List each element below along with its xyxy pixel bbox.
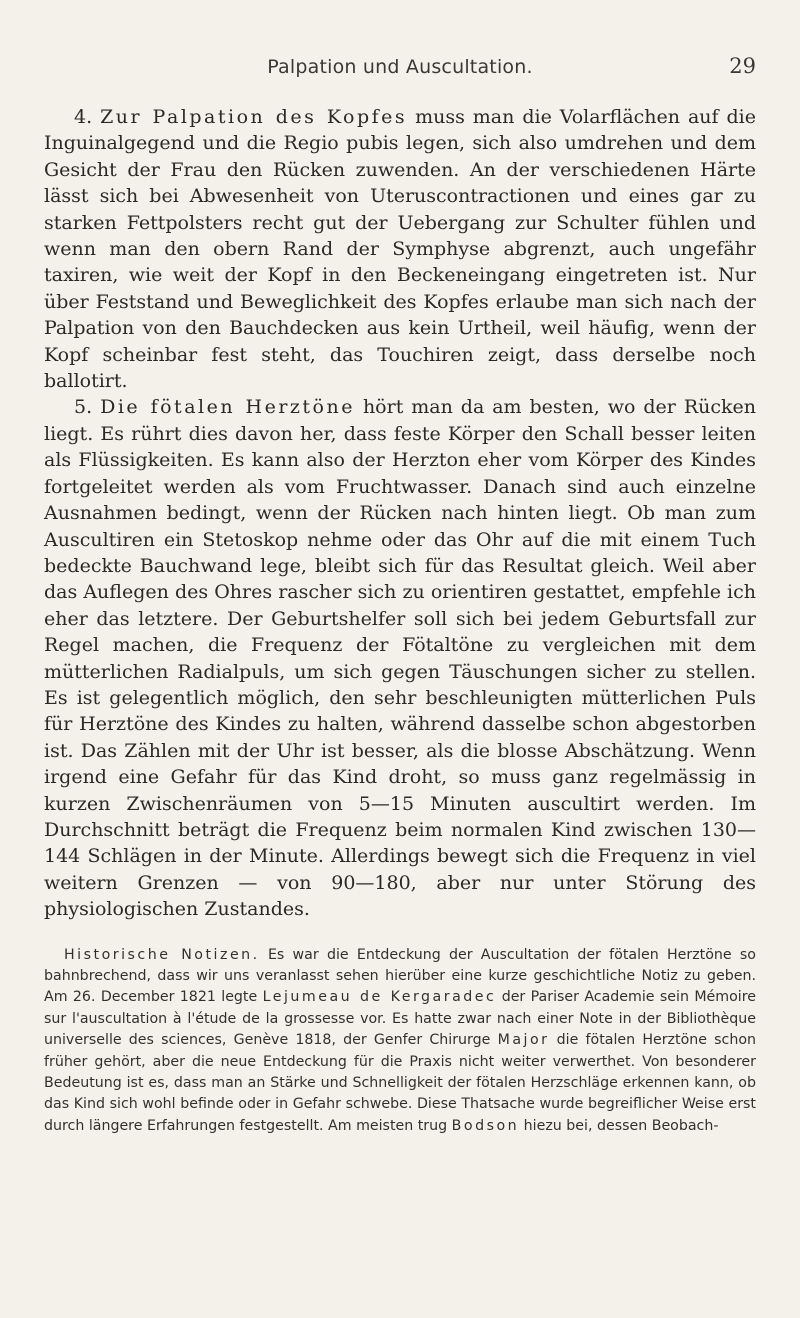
paragraph-4-number: 4.: [74, 106, 93, 128]
notes-paragraph: [44, 945, 756, 1138]
running-title: Palpation und Auscultation.: [267, 56, 533, 78]
paragraph-5-number: 5.: [74, 396, 93, 419]
notes-text-3: die fötalen Herztöne schon früher gehört, aber die neue Entdeckung für die Praxis nicht weiter verwerthet. Von besonderer Bedeutung ist es, dass man an Stärke und Schnelligkeit der fötalen Herzschläge erkennen kann, ob das Kind sich wohl befinde oder in Gefahr schwebe. Diese Thatsache wurde begreiflicher Weise erst durch längere Erfahrungen festgestellt. Am meisten trug: [44, 1032, 757, 1134]
running-header: [44, 40, 756, 78]
notes-name-3: Bodson: [451, 1117, 520, 1134]
notes-text-1: Es war die Entdeckung der Auscultation der fötalen Herztöne so bahnbrechend, dass wir uns veranlasst sehen hierüber eine kurze geschichtliche Notiz zu geben. Am 26. December 1821 legte: [44, 946, 756, 1006]
notes-text-4: hiezu bei, dessen Beobach-: [523, 1117, 719, 1134]
notes-name-2: Major: [497, 1032, 550, 1049]
historical-notes: [44, 945, 756, 1138]
paragraph-5-heading: Die fötalen Herztöne: [100, 396, 355, 419]
paragraph-4-heading: Zur Palpation des Kopfes: [100, 106, 408, 128]
paragraph-4-text: muss man die Volarflächen auf die Inguinalgegend und die Regio pubis legen, sich also umdrehen und dem Gesicht der Frau den Rücken zuwenden. An der verschiedenen Härte lässt sich bei Abwesenheit von Uteruscontractionen und eines gar zu starken Fettpolsters recht gut der Uebergang zur Schulter fühlen und wenn man den obern Rand der Symphyse abgrenzt, auch ungefähr taxiren, wie weit der Kopf in den Beckeneingang eingetreten ist. Nur über Feststand und Beweglichkeit des Kopfes erlaube man sich nach der Palpation von den Bauchdecken aus kein Urtheil, weil häufig, wenn der Kopf scheinbar fest steht, das Touchiren zeigt, dass derselbe noch ballotirt.: [44, 106, 756, 393]
paragraph-5: [44, 394, 756, 922]
paragraph-4: [44, 104, 756, 394]
notes-name-1: Lejumeau de Kergaradec: [262, 989, 497, 1006]
notes-heading: Historische Notizen.: [64, 946, 260, 963]
main-text: [44, 104, 756, 923]
paragraph-5-text: hört man da am besten, wo der Rücken liegt. Es rührt dies davon her, dass feste Körper den Schall besser leiten als Flüssigkeiten. Es kann also der Herzton eher vom Körper des Kindes fortgeleitet werden als vom Fruchtwasser. Danach sind auch einzelne Ausnahmen bedingt, wenn der Rücken nach hinten liegt. Ob man zum Auscultiren ein Stetoskop nehme oder das Ohr auf die mit einem Tuch bedeckte Bauchwand lege, bleibt sich für das Resultat gleich. Weil aber das Auflegen des Ohres rascher sich zu orientiren gestattet, empfehle ich eher das letztere. Der Geburtshelfer soll sich bei jedem Geburtsfall zur Regel machen, die Frequenz der Fötaltöne zu vergleichen mit dem mütterlichen Radialpuls, um sich gegen Täuschungen sicher zu stellen. Es ist gelegentlich möglich, den sehr beschleunigten mütterlichen Puls für Herztöne des Kindes zu halten, während dasselbe schon abgestorben ist. Das Zählen mit der Uhr ist besser, als die blosse Abschätzung. Wenn irgend eine Gefahr für das Kind droht, so muss ganz regelmässig in kurzen Zwischenräumen von 5—15 Minuten auscultirt werden. Im Durchschnitt beträgt die Frequenz beim normalen Kind zwischen 130—144 Schlägen in der Minute. Allerdings bewegt sich die Frequenz in viel weitern Grenzen — von 90—180, aber nur unter Störung des physiologischen Zustandes.: [44, 396, 756, 921]
page-number: 29: [729, 54, 756, 78]
notes-text-2: der Pariser Academie sein Mémoire sur l'auscultation à l'étude de la grossesse vor. Es hatte zwar nach einer Note in der Bibliothèque universelle des sciences, Genève 1818, der Genfer Chirurge: [44, 989, 756, 1049]
